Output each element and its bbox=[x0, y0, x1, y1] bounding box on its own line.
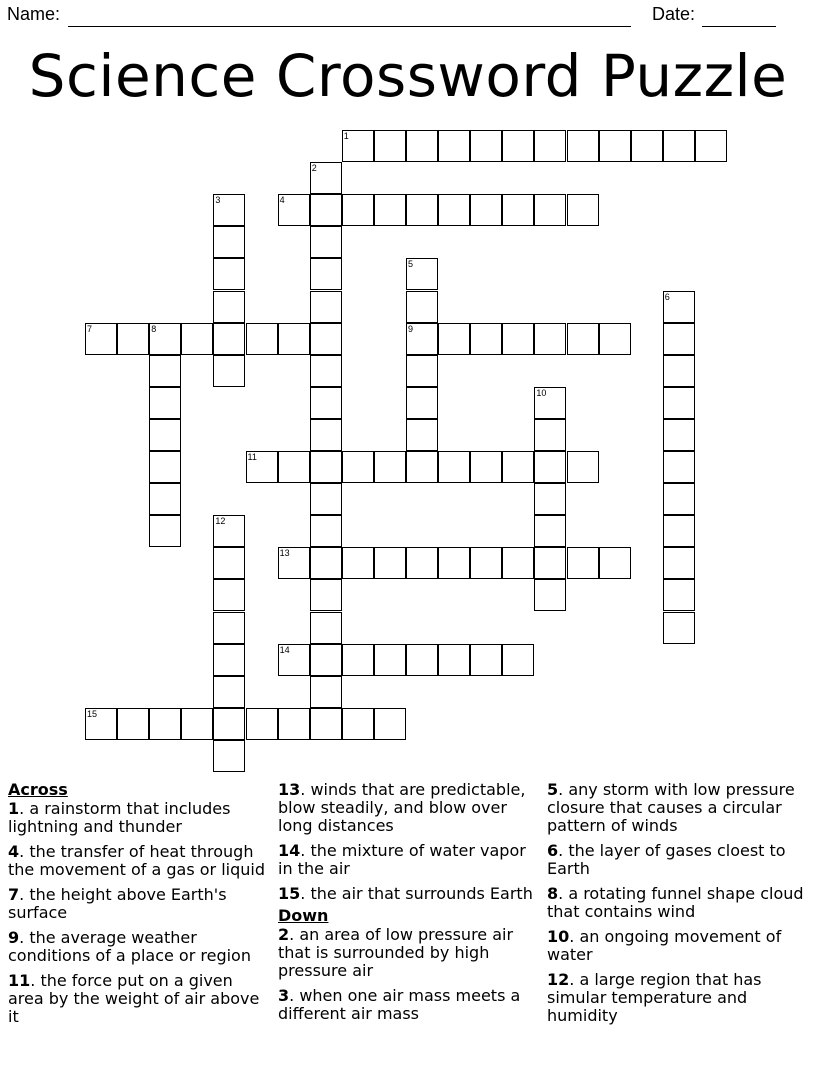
grid-cell[interactable] bbox=[213, 579, 245, 611]
clue-text: the layer of gases cloest to Earth bbox=[547, 841, 786, 878]
grid-cell[interactable] bbox=[663, 387, 695, 419]
grid-cell[interactable] bbox=[599, 130, 631, 162]
clue-across-15: 15. the air that surrounds Earth bbox=[278, 884, 533, 903]
clue-across-11: 11. the force put on a given area by the weight of air above it bbox=[8, 971, 260, 1026]
grid-cell[interactable] bbox=[213, 740, 245, 772]
clue-across-9: 9. the average weather conditions of a place or region bbox=[8, 928, 251, 965]
grid-cell[interactable] bbox=[534, 547, 566, 579]
grid-cell[interactable] bbox=[213, 644, 245, 676]
date-field-line[interactable] bbox=[702, 26, 776, 27]
grid-cell[interactable] bbox=[342, 708, 374, 740]
clue-down-3: 3. when one air mass meets a different air mass bbox=[278, 986, 521, 1023]
grid-cell[interactable] bbox=[374, 644, 406, 676]
grid-cell[interactable] bbox=[149, 451, 181, 483]
grid-cell[interactable] bbox=[534, 419, 566, 451]
grid-cell[interactable] bbox=[663, 547, 695, 579]
cell-number: 6 bbox=[664, 291, 670, 302]
grid-cell[interactable] bbox=[278, 547, 310, 579]
clue-number: 5 bbox=[547, 780, 559, 799]
grid-cell[interactable] bbox=[438, 130, 470, 162]
grid-cell[interactable] bbox=[213, 547, 245, 579]
clue-text: a rotating funnel shape cloud that contains wind bbox=[547, 884, 804, 921]
clue-number: 14 bbox=[278, 841, 301, 860]
cell-number: 4 bbox=[279, 195, 285, 206]
grid-cell[interactable] bbox=[278, 708, 310, 740]
clue-text: winds that are predictable, blow steadily, and blow over long distances bbox=[278, 780, 526, 835]
grid-cell[interactable] bbox=[310, 226, 342, 258]
grid-cell[interactable] bbox=[342, 644, 374, 676]
grid-cell[interactable] bbox=[663, 579, 695, 611]
grid-cell[interactable] bbox=[246, 451, 278, 483]
grid-cell[interactable] bbox=[213, 676, 245, 708]
grid-cell[interactable] bbox=[149, 419, 181, 451]
grid-cell[interactable] bbox=[278, 194, 310, 226]
grid-cell[interactable] bbox=[310, 708, 342, 740]
grid-cell[interactable] bbox=[406, 451, 438, 483]
grid-cell[interactable] bbox=[663, 291, 695, 323]
grid-cell[interactable] bbox=[406, 130, 438, 162]
cell-number: 2 bbox=[311, 163, 317, 174]
clue-text: an area of low pressure air that is surrounded by high pressure air bbox=[278, 925, 514, 980]
cell-number: 15 bbox=[87, 708, 98, 719]
grid-cell[interactable] bbox=[534, 387, 566, 419]
grid-cell[interactable] bbox=[278, 323, 310, 355]
clue-number: 12 bbox=[547, 970, 570, 989]
clue-down-10: 10. an ongoing movement of water bbox=[547, 927, 782, 964]
cell-number: 14 bbox=[279, 644, 290, 655]
cell-number: 5 bbox=[408, 259, 414, 270]
clue-down-2: 2. an area of low pressure air that is surrounded by high pressure air bbox=[278, 925, 514, 980]
grid-cell[interactable] bbox=[567, 194, 599, 226]
cell-number: 12 bbox=[215, 516, 226, 527]
grid-cell[interactable] bbox=[406, 547, 438, 579]
grid-cell[interactable] bbox=[213, 515, 245, 547]
grid-cell[interactable] bbox=[534, 579, 566, 611]
grid-cell[interactable] bbox=[406, 387, 438, 419]
grid-cell[interactable] bbox=[663, 612, 695, 644]
grid-cell[interactable] bbox=[663, 483, 695, 515]
grid-cell[interactable] bbox=[213, 226, 245, 258]
clue-text: the transfer of heat through the movement of a gas or liquid bbox=[8, 842, 265, 879]
grid-cell[interactable] bbox=[470, 194, 502, 226]
grid-cell[interactable] bbox=[213, 355, 245, 387]
grid-cell[interactable] bbox=[534, 515, 566, 547]
grid-cell[interactable] bbox=[599, 323, 631, 355]
grid-cell[interactable] bbox=[374, 708, 406, 740]
grid-cell[interactable] bbox=[470, 547, 502, 579]
grid-cell[interactable] bbox=[438, 547, 470, 579]
clue-number: 2 bbox=[278, 925, 290, 944]
clue-number: 3 bbox=[278, 986, 290, 1005]
clue-down-5: 5. any storm with low pressure closure that causes a circular pattern of winds bbox=[547, 780, 795, 835]
clue-number: 1 bbox=[8, 799, 20, 818]
grid-cell[interactable] bbox=[85, 708, 117, 740]
clue-text: any storm with low pressure closure that causes a circular pattern of winds bbox=[547, 780, 795, 835]
grid-cell[interactable] bbox=[149, 387, 181, 419]
grid-cell[interactable] bbox=[181, 323, 213, 355]
grid-cell[interactable] bbox=[149, 483, 181, 515]
grid-cell[interactable] bbox=[534, 483, 566, 515]
grid-cell[interactable] bbox=[534, 194, 566, 226]
grid-cell[interactable] bbox=[117, 323, 149, 355]
grid-cell[interactable] bbox=[149, 708, 181, 740]
grid-cell[interactable] bbox=[310, 612, 342, 644]
grid-cell[interactable] bbox=[502, 451, 534, 483]
grid-cell[interactable] bbox=[374, 547, 406, 579]
grid-cell[interactable] bbox=[310, 451, 342, 483]
grid-cell[interactable] bbox=[310, 258, 342, 290]
grid-cell[interactable] bbox=[310, 547, 342, 579]
cell-number: 9 bbox=[408, 323, 414, 334]
clue-number: 4 bbox=[8, 842, 20, 861]
grid-cell[interactable] bbox=[470, 644, 502, 676]
grid-cell[interactable] bbox=[470, 130, 502, 162]
grid-cell[interactable] bbox=[406, 644, 438, 676]
clue-number: 9 bbox=[8, 928, 20, 947]
grid-cell[interactable] bbox=[663, 515, 695, 547]
grid-cell[interactable] bbox=[278, 644, 310, 676]
grid-cell[interactable] bbox=[534, 130, 566, 162]
grid-cell[interactable] bbox=[438, 323, 470, 355]
grid-cell[interactable] bbox=[310, 419, 342, 451]
clue-text: when one air mass meets a different air mass bbox=[278, 986, 521, 1023]
grid-cell[interactable] bbox=[213, 258, 245, 290]
grid-cell[interactable] bbox=[438, 194, 470, 226]
clue-number: 10 bbox=[547, 927, 570, 946]
clue-text: a rainstorm that includes lightning and thunder bbox=[8, 799, 231, 836]
grid-cell[interactable] bbox=[567, 323, 599, 355]
clue-text: the average weather conditions of a place or region bbox=[8, 928, 251, 965]
cell-number: 3 bbox=[215, 195, 221, 206]
cell-number: 7 bbox=[87, 323, 93, 334]
clue-text: a large region that has simular temperature and humidity bbox=[547, 970, 762, 1025]
grid-cell[interactable] bbox=[663, 355, 695, 387]
grid-cell[interactable] bbox=[117, 708, 149, 740]
across-heading: Across bbox=[8, 780, 68, 799]
grid-cell[interactable] bbox=[310, 676, 342, 708]
grid-cell[interactable] bbox=[342, 547, 374, 579]
grid-cell[interactable] bbox=[310, 194, 342, 226]
clues-column-2 bbox=[278, 781, 538, 1030]
grid-cell[interactable] bbox=[534, 451, 566, 483]
grid-cell[interactable] bbox=[663, 130, 695, 162]
grid-cell[interactable] bbox=[502, 323, 534, 355]
clues-column-3 bbox=[547, 781, 809, 1032]
grid-cell[interactable] bbox=[149, 515, 181, 547]
clue-across-1: 1. a rainstorm that includes lightning and thunder bbox=[8, 799, 231, 836]
clue-text: the height above Earth's surface bbox=[8, 885, 227, 922]
grid-cell[interactable] bbox=[502, 644, 534, 676]
grid-cell[interactable] bbox=[181, 708, 213, 740]
clue-number: 6 bbox=[547, 841, 559, 860]
grid-cell[interactable] bbox=[438, 451, 470, 483]
puzzle-title: Science Crossword Puzzle bbox=[28, 42, 788, 110]
cell-number: 8 bbox=[151, 323, 157, 334]
grid-cell[interactable] bbox=[374, 194, 406, 226]
clue-number: 11 bbox=[8, 971, 31, 990]
grid-cell[interactable] bbox=[342, 451, 374, 483]
clue-down-12: 12. a large region that has simular temperature and humidity bbox=[547, 970, 762, 1025]
cell-number: 11 bbox=[247, 452, 257, 462]
clue-number: 7 bbox=[8, 885, 20, 904]
grid-cell[interactable] bbox=[599, 547, 631, 579]
grid-cell[interactable] bbox=[406, 355, 438, 387]
grid-cell[interactable] bbox=[534, 323, 566, 355]
grid-cell[interactable] bbox=[213, 612, 245, 644]
grid-cell[interactable] bbox=[663, 451, 695, 483]
grid-cell[interactable] bbox=[246, 708, 278, 740]
grid-cell[interactable] bbox=[213, 194, 245, 226]
grid-cell[interactable] bbox=[310, 323, 342, 355]
grid-cell[interactable] bbox=[695, 130, 727, 162]
grid-cell[interactable] bbox=[502, 547, 534, 579]
date-label: Date: bbox=[652, 4, 696, 24]
clue-down-6: 6. the layer of gases cloest to Earth bbox=[547, 841, 786, 878]
grid-cell[interactable] bbox=[85, 323, 117, 355]
grid-cell[interactable] bbox=[310, 515, 342, 547]
down-heading: Down bbox=[278, 906, 329, 925]
grid-cell[interactable] bbox=[502, 130, 534, 162]
clue-across-7: 7. the height above Earth's surface bbox=[8, 885, 227, 922]
grid-cell[interactable] bbox=[310, 644, 342, 676]
grid-cell[interactable] bbox=[663, 419, 695, 451]
grid-cell[interactable] bbox=[631, 130, 663, 162]
grid-cell[interactable] bbox=[663, 323, 695, 355]
grid-cell[interactable] bbox=[310, 162, 342, 194]
grid-cell[interactable] bbox=[149, 355, 181, 387]
grid-cell[interactable] bbox=[213, 708, 245, 740]
clue-down-8: 8. a rotating funnel shape cloud that contains wind bbox=[547, 884, 804, 921]
grid-cell[interactable] bbox=[213, 291, 245, 323]
clue-text: the force put on a given area by the weight of air above it bbox=[8, 971, 260, 1026]
grid-cell[interactable] bbox=[310, 483, 342, 515]
grid-cell[interactable] bbox=[567, 547, 599, 579]
grid-cell[interactable] bbox=[310, 291, 342, 323]
grid-cell[interactable] bbox=[567, 451, 599, 483]
grid-cell[interactable] bbox=[310, 355, 342, 387]
grid-cell[interactable] bbox=[470, 323, 502, 355]
grid-cell[interactable] bbox=[438, 644, 470, 676]
name-field-line[interactable] bbox=[68, 26, 631, 27]
clue-text: the mixture of water vapor in the air bbox=[278, 841, 526, 878]
clue-number: 13 bbox=[278, 780, 301, 799]
grid-cell[interactable] bbox=[310, 579, 342, 611]
clue-text: an ongoing movement of water bbox=[547, 927, 782, 964]
grid-cell[interactable] bbox=[406, 258, 438, 290]
grid-cell[interactable] bbox=[406, 291, 438, 323]
grid-cell[interactable] bbox=[278, 451, 310, 483]
cell-number: 13 bbox=[279, 548, 290, 559]
grid-cell[interactable] bbox=[567, 130, 599, 162]
grid-cell[interactable] bbox=[374, 451, 406, 483]
grid-cell[interactable] bbox=[406, 194, 438, 226]
cell-number: 1 bbox=[343, 131, 349, 141]
grid-cell[interactable] bbox=[310, 387, 342, 419]
clue-across-4: 4. the transfer of heat through the movement of a gas or liquid bbox=[8, 842, 265, 879]
clue-number: 15 bbox=[278, 884, 301, 903]
cell-number: 10 bbox=[536, 387, 547, 398]
grid-cell[interactable] bbox=[246, 323, 278, 355]
grid-cell[interactable] bbox=[470, 451, 502, 483]
grid-cell[interactable] bbox=[213, 323, 245, 355]
grid-cell[interactable] bbox=[374, 130, 406, 162]
grid-cell[interactable] bbox=[149, 323, 181, 355]
grid-cell[interactable] bbox=[406, 419, 438, 451]
grid-cell[interactable] bbox=[406, 323, 438, 355]
name-label: Name: bbox=[7, 4, 61, 24]
clues-column-1 bbox=[8, 781, 270, 1033]
grid-cell[interactable] bbox=[502, 194, 534, 226]
clue-across-14: 14. the mixture of water vapor in the air bbox=[278, 841, 526, 878]
clue-across-13: 13. winds that are predictable, blow steadily, and blow over long distances bbox=[278, 780, 526, 835]
clue-number: 8 bbox=[547, 884, 559, 903]
grid-cell[interactable] bbox=[342, 130, 374, 162]
clue-text: the air that surrounds Earth bbox=[310, 884, 533, 903]
grid-cell[interactable] bbox=[342, 194, 374, 226]
